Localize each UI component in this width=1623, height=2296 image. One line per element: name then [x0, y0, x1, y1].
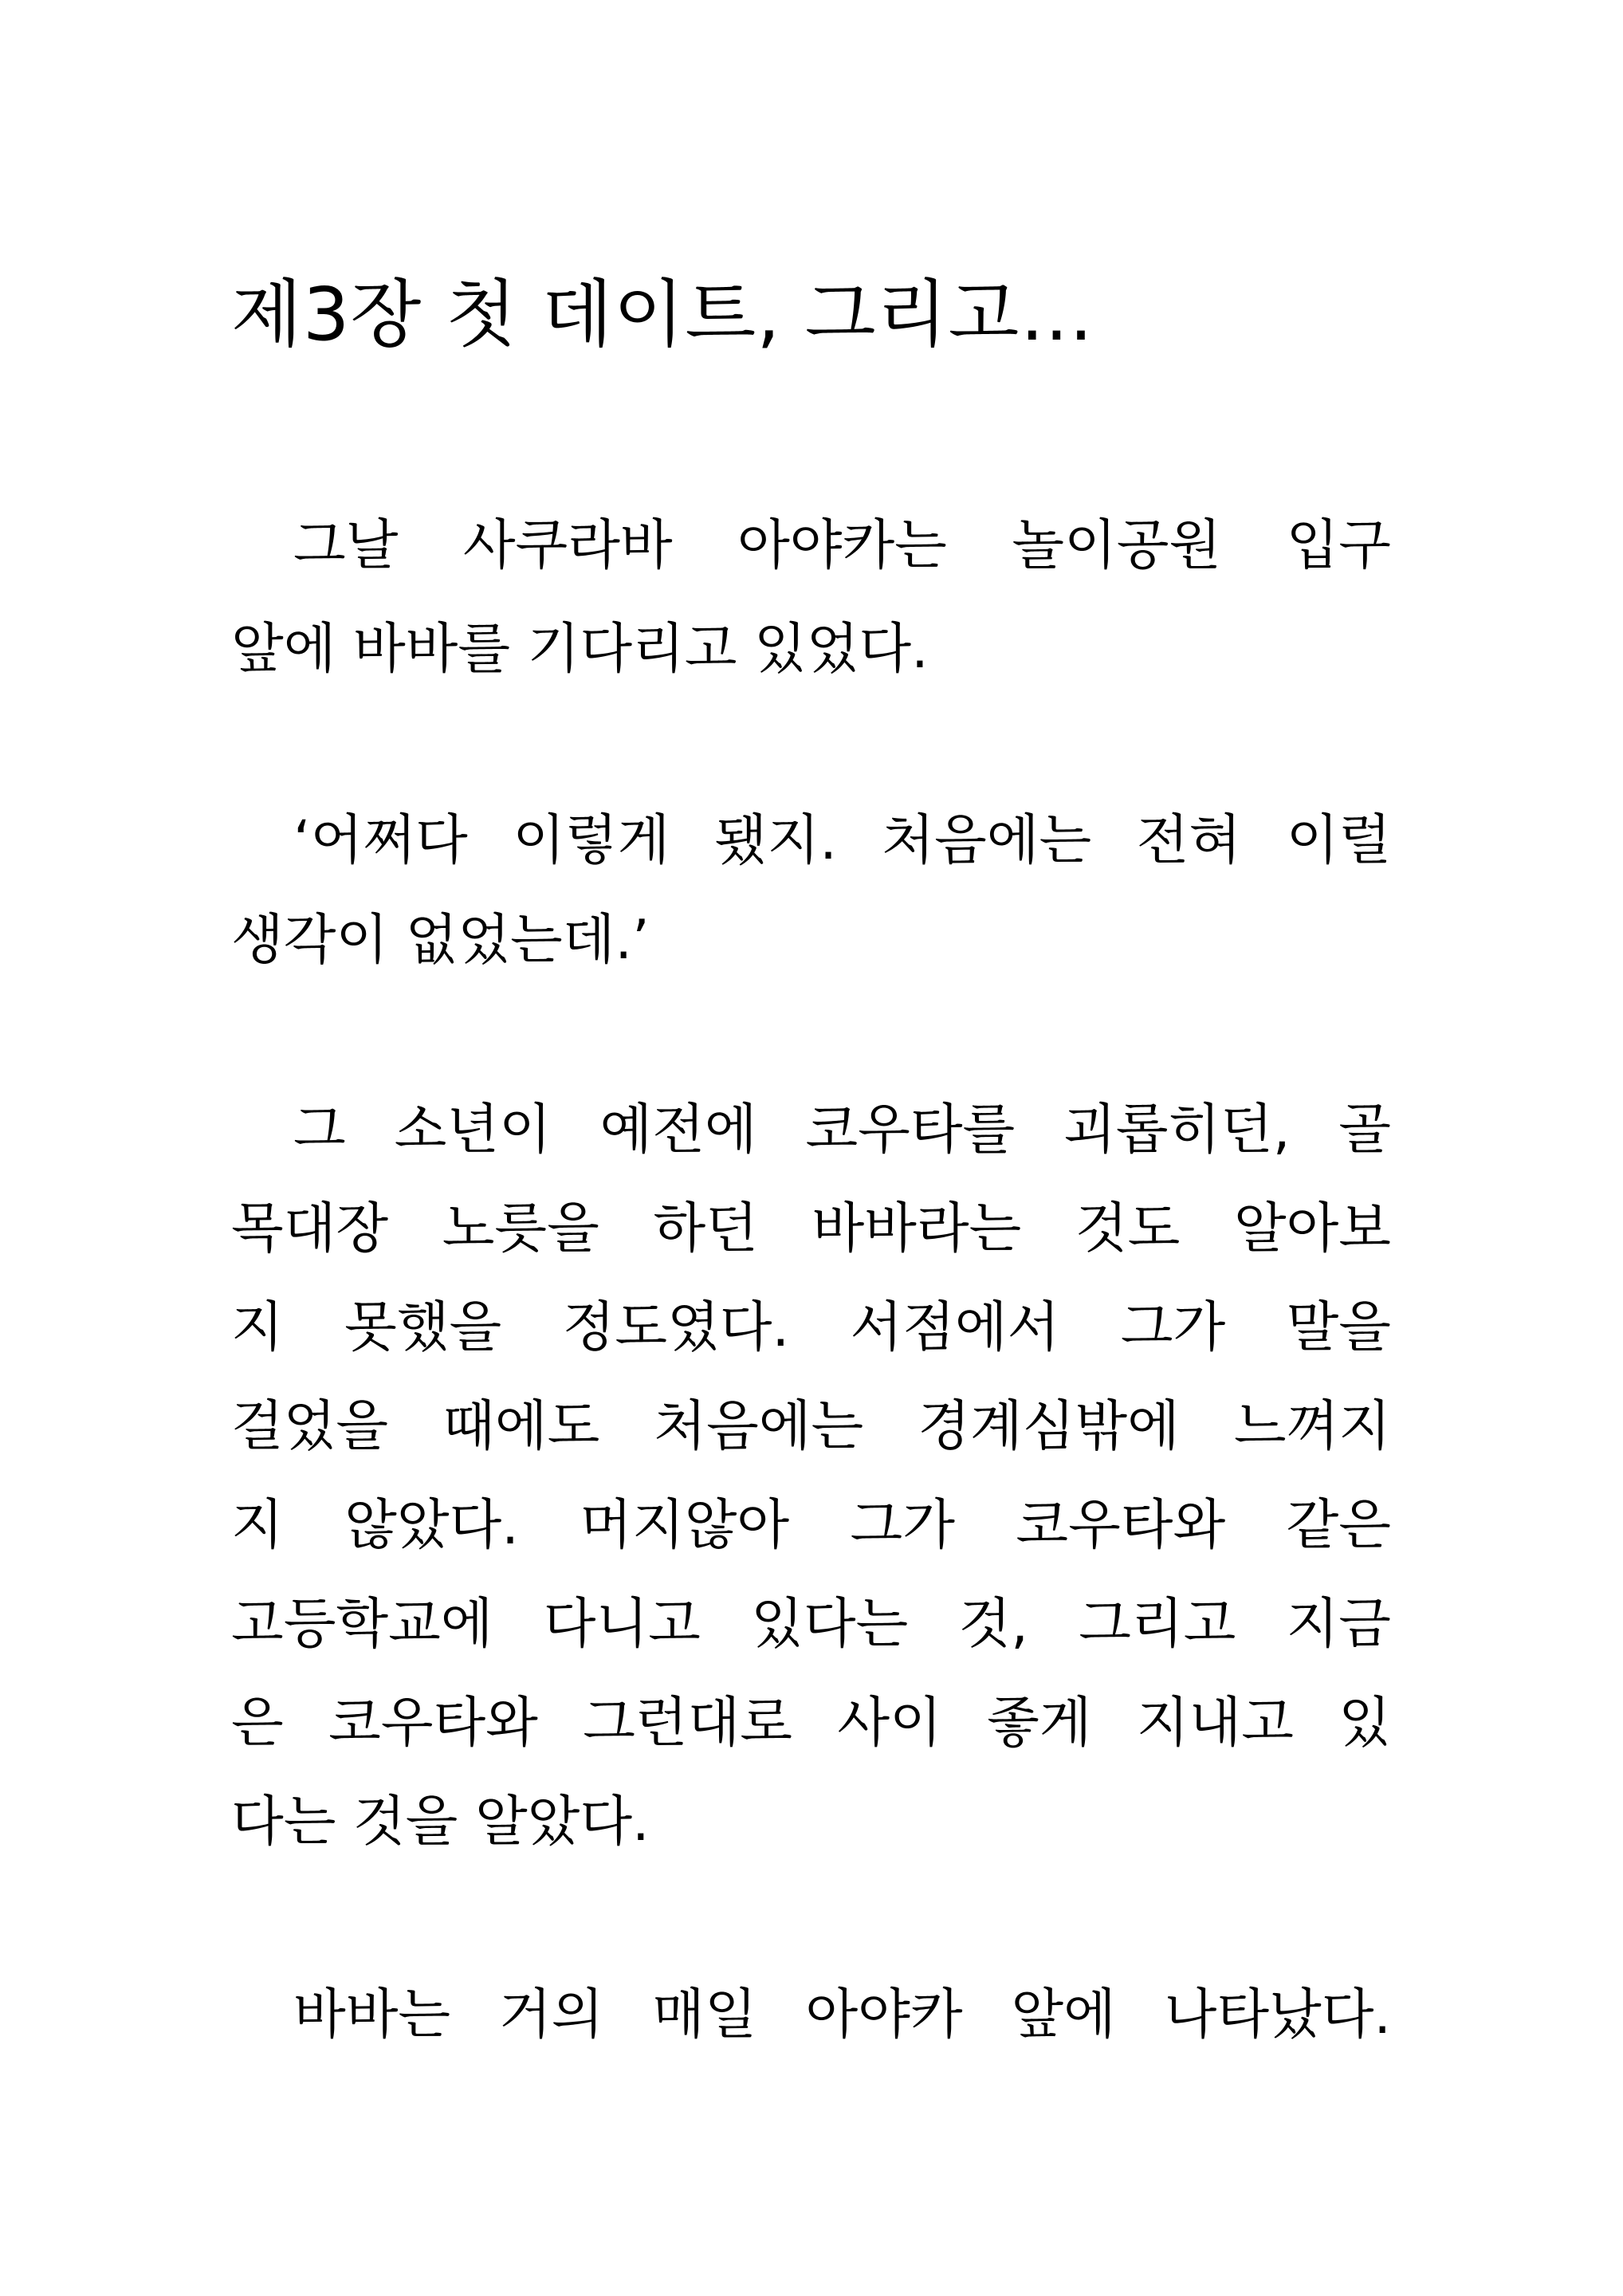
paragraph-3-line-8: 다는 것을 알았다. [231, 1791, 650, 1854]
paragraph-3-line-1: 그 소년이 예전에 코우타를 괴롭히던, 골 [293, 1099, 1391, 1162]
paragraph-2-line-2: 생각이 없었는데.’ [231, 909, 650, 972]
paragraph-3-line-2: 목대장 노릇을 하던 바바라는 것도 알아보 [231, 1197, 1391, 1260]
paragraph-3-line-3: 지 못했을 정도였다. 서점에서 그가 말을 [231, 1296, 1391, 1359]
paragraph-2-line-1: ‘어쩌다 이렇게 됐지. 처음에는 전혀 이럴 [293, 809, 1391, 872]
paragraph-3-line-6: 고등학교에 다니고 있다는 것, 그리고 지금 [231, 1593, 1391, 1656]
paragraph-4-line-1: 바바는 거의 매일 아야카 앞에 나타났다. [293, 1983, 1391, 2046]
paragraph-3-line-4: 걸었을 때에도 처음에는 경계심밖에 느껴지 [231, 1395, 1391, 1458]
chapter-title: 제3장 첫 데이트, 그리고… [231, 272, 1094, 357]
paragraph-1-line-2: 앞에 바바를 기다리고 있었다. [231, 618, 929, 681]
paragraph-3-line-5: 지 않았다. 머지않아 그가 코우타와 같은 [231, 1494, 1391, 1557]
paragraph-1-line-1: 그날 사쿠라바 아야카는 놀이공원 입구 [293, 514, 1391, 577]
paragraph-3-line-7: 은 코우타와 그런대로 사이 좋게 지내고 있 [231, 1692, 1391, 1755]
